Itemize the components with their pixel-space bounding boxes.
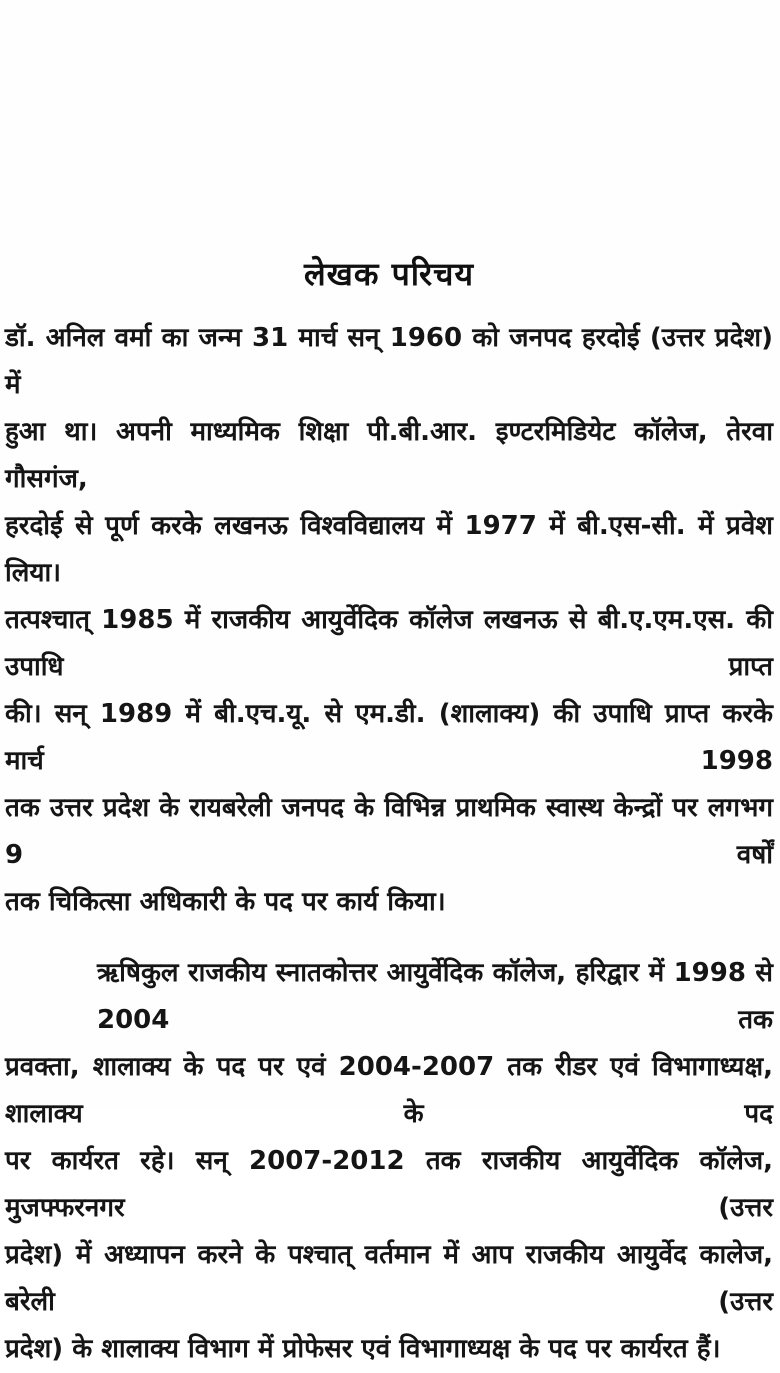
text-line: पर कार्यरत रहे। सन् 2007-2012 तक राजकीय आयुर्वेदिक कॉलेज, मुजफ्फरनगर (उत्तर	[5, 1146, 773, 1223]
text-line: की। सन् 1989 में बी.एच.यू. से एम.डी. (शालाक्य) की उपाधि प्राप्त करके मार्च 1998	[5, 699, 773, 776]
text-line: प्रवक्ता, शालाक्य के पद पर एवं 2004-2007 तक रीडर एवं विभागाध्यक्ष, शालाक्य के पद	[5, 1052, 773, 1129]
text-line: तक चिकित्सा अधिकारी के पद पर कार्य किया।	[5, 887, 446, 917]
page-title: लेखक परिचय	[303, 255, 475, 293]
text-line: प्रदेश) में अध्यापन करने के पश्चात् वर्तमान में आप राजकीय आयुर्वेद कालेज, बरेली (उत्तर	[5, 1240, 773, 1317]
paragraph-author-bio-2	[5, 950, 773, 1373]
text-line: हरदोई से पूर्ण करके लखनऊ विश्वविद्यालय में 1977 में बी.एस-सी. में प्रवेश लिया।	[5, 511, 773, 588]
text-line: प्रदेश) के शालाक्य विभाग में प्रोफेसर एवं विभागाध्यक्ष के पद पर कार्यरत हैं।	[5, 1334, 721, 1364]
text-line: तक उत्तर प्रदेश के रायबरेली जनपद के विभिन्न प्राथमिक स्वास्थ केन्द्रों पर लगभग 9 वर्षों	[5, 793, 773, 870]
text-line: हुआ था। अपनी माध्यमिक शिक्षा पी.बी.आर. इण्टरमिडियेट कॉलेज, तेरवा गौसगंज,	[5, 417, 773, 494]
text-line: तत्पश्चात् 1985 में राजकीय आयुर्वेदिक कॉलेज लखनऊ से बी.ए.एम.एस. की उपाधि प्राप्त	[5, 605, 773, 682]
text-line: डॉ. अनिल वर्मा का जन्म 31 मार्च सन् 1960 को जनपद हरदोई (उत्तर प्रदेश) में	[5, 323, 773, 400]
text-line: ऋषिकुल राजकीय स्नातकोत्तर आयुर्वेदिक कॉलेज, हरिद्वार में 1998 से 2004 तक	[97, 958, 773, 1035]
paragraph-author-bio-1	[5, 315, 773, 926]
